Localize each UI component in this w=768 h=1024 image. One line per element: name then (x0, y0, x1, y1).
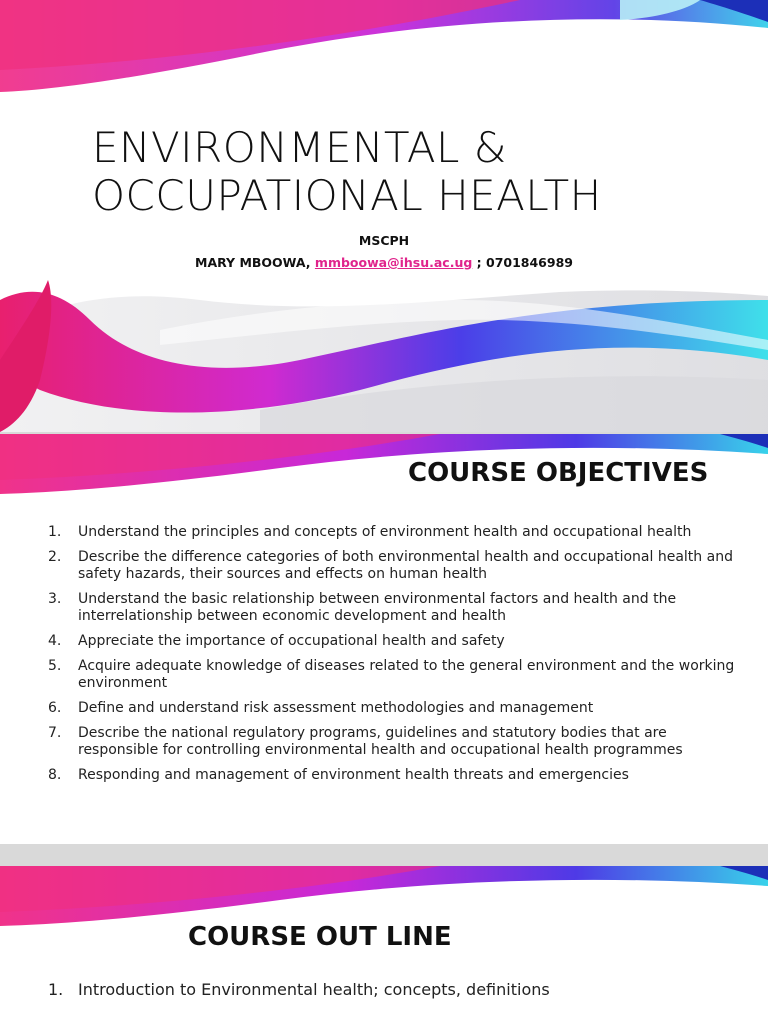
list-item (0, 549, 768, 583)
objectives-list (0, 524, 768, 792)
list-item-text: Understand the principles and concepts of environment health and occupational health (78, 524, 692, 540)
author-name: MARY MBOOWA, (195, 255, 315, 270)
title-line-2: OCCUPATIONAL HEALTH (92, 171, 602, 220)
phone-number: ; 0701846989 (472, 255, 573, 270)
list-item-text: Acquire adequate knowledge of diseases related to the general environment and the working environment (78, 658, 735, 691)
outline-title: COURSE OUT LINE (188, 922, 452, 952)
list-item (0, 980, 768, 1000)
list-item-text: Define and understand risk assessment methodologies and management (78, 700, 594, 716)
list-item-number: 5. (48, 658, 62, 674)
slide-title (92, 124, 752, 220)
title-line-1: ENVIRONMENTAL & (92, 123, 508, 172)
list-item-number: 3. (48, 591, 62, 607)
list-item (0, 591, 768, 625)
list-item-text: Describe the difference categories of both environmental health and occupational health and safety hazards, their sources and effects on human health (78, 549, 733, 582)
list-item-text: Responding and management of environment health threats and emergencies (78, 767, 629, 783)
objectives-title: COURSE OBJECTIVES (408, 458, 709, 488)
title-slide (0, 0, 768, 432)
list-item-text: Introduction to Environmental health; concepts, definitions (78, 980, 550, 999)
author-contact (0, 255, 768, 270)
list-item-number: 1. (48, 980, 64, 999)
outline-list (0, 980, 768, 1008)
list-item (0, 700, 768, 717)
list-item (0, 633, 768, 650)
objectives-slide (0, 434, 768, 844)
list-item-number: 6. (48, 700, 62, 716)
program-label: MSCPH (358, 233, 410, 248)
list-item-number: 8. (48, 767, 62, 783)
list-item-number: 7. (48, 725, 62, 741)
list-item (0, 658, 768, 692)
email-link[interactable]: mmboowa@ihsu.ac.ug (314, 255, 473, 270)
list-item-number: 2. (48, 549, 62, 565)
list-item-text: Understand the basic relationship between environmental factors and health and the interrelationship between economic development and health (78, 591, 677, 624)
list-item-text: Appreciate the importance of occupational health and safety (78, 633, 505, 649)
list-item (0, 524, 768, 541)
outline-slide (0, 866, 768, 1024)
list-item-text: Describe the national regulatory programs, guidelines and statutory bodies that are responsible for controlling environmental health and occupational health programmes (78, 725, 683, 758)
list-item-number: 4. (48, 633, 62, 649)
list-item (0, 725, 768, 759)
list-item (0, 767, 768, 784)
list-item-number: 1. (48, 524, 62, 540)
